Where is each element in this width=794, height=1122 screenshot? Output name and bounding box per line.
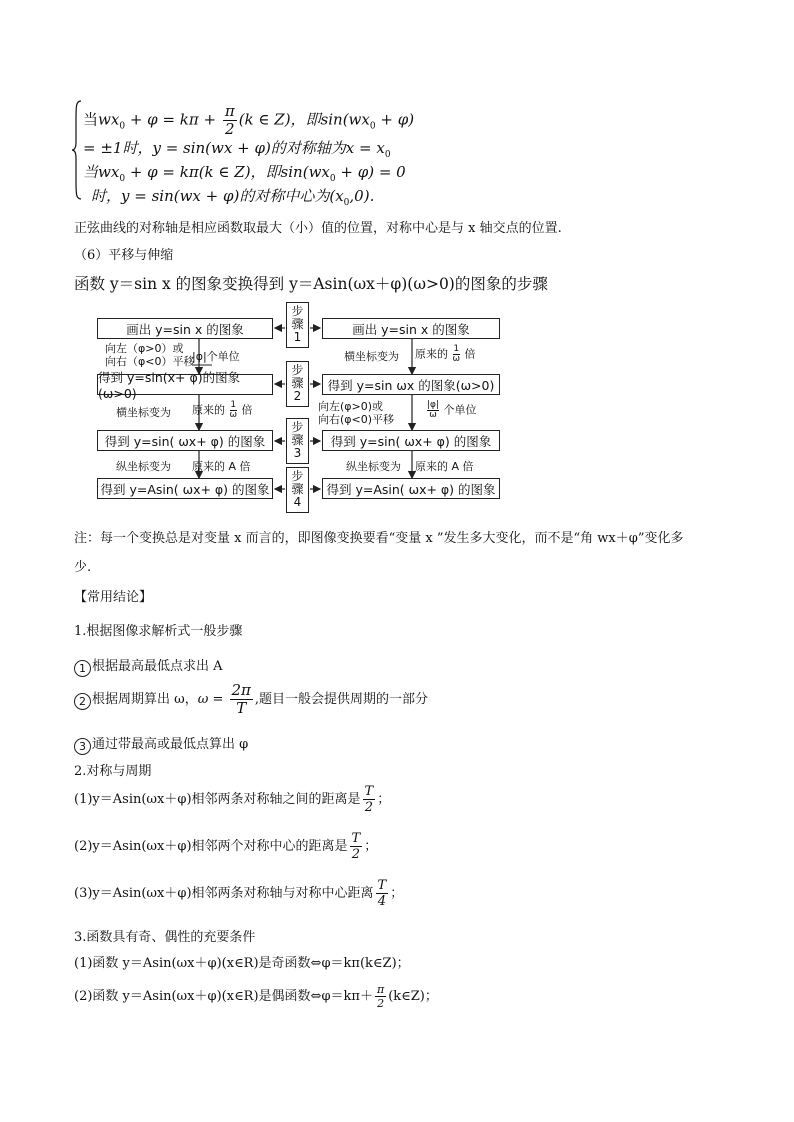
flow-step-4: 步 骤 4 [286, 467, 309, 513]
circled-number-3: 3 [74, 738, 91, 755]
transform-note-line-2: 少. [74, 560, 92, 575]
flow-label-scale-x-right-factor: 原来的 $\frac{1}{\omega}$ 倍 [415, 344, 476, 364]
flow-step-3: 步 骤 3 [286, 418, 309, 464]
common-conclusions-heading: 【常用结论】 [74, 590, 153, 605]
flow-left-box-1: 画出 y=sin x 的图象 [97, 318, 273, 339]
fraction-T-over-2: $\frac{T}{2}$ [364, 784, 374, 815]
conclusion-1-item-3: 3 通过带最高或最低点算出 φ [74, 733, 248, 755]
flow-right-box-3: 得到 y=sin( ωx+ φ) 的图象 [322, 430, 500, 451]
flow-left-box-3: 得到 y=sin( ωx+ φ) 的图象 [97, 430, 273, 451]
flow-right-box-2: 得到 y=sin ωx 的图象(ω>0) [322, 374, 500, 395]
section-6-title: （6）平移与伸缩 [74, 248, 174, 263]
flow-step-2: 步 骤 2 [286, 361, 309, 407]
circled-number-2: 2 [74, 693, 91, 710]
brace-line-2: = ±1时，y = sin(wx + φ)的对称轴为$x = x_0$ [83, 139, 391, 160]
flow-step-1: 步 骤 1 [286, 302, 309, 348]
fraction-pi-over-2: $\frac{\pi}{2}$ [224, 102, 235, 138]
flow-left-box-2: 得到 y=sin(x+ φ)的图象(ω>0) [97, 374, 273, 395]
sine-axis-note: 正弦曲线的对称轴是相应函数取最大（小）值的位置，对称中心是与 x 轴交点的位置. [74, 221, 562, 236]
flow-label-scale-y-left: 纵坐标变为 [116, 460, 171, 473]
flow-label-scale-x-factor: 原来的 $\frac{1}{\omega}$ 倍 [192, 400, 253, 420]
fraction-2pi-over-T: $\frac{2\pi}{T}$ [231, 681, 251, 717]
conclusion-2-item-1: (1)y＝Asin(ωx＋φ)相邻两条对称轴之间的距离是 $\frac{T}{2}$ ； [74, 784, 391, 815]
flow-label-scale-y-right-factor: 原来的 A 倍 [415, 460, 474, 473]
flow-right-box-1: 画出 y=sin x 的图象 [322, 318, 500, 339]
flow-right-box-4: 得到 y=Asin( ωx+ φ) 的图象 [322, 478, 500, 499]
flow-label-scale-x-right: 横坐标变为 [344, 350, 399, 363]
conclusion-3-item-1: (1)函数 y＝Asin(ωx＋φ)(x∈R)是奇函数⇔φ＝kπ(k∈Z)； [74, 956, 410, 971]
conclusion-1-title: 1.根据图像求解析式一般步骤 [74, 624, 243, 639]
conclusion-1-item-1: 1 根据最高最低点求出 A [74, 655, 223, 677]
flow-label-shift-units: |φ|个单位 [192, 350, 240, 363]
brace-line-3: 当$wx_0 + \varphi = k\pi(k$ ∈ Z)，即$\sin(wx_0 + \varphi) = 0$ [83, 163, 406, 184]
flow-label-shift-right: 向左(φ>0)或 向右(φ<0)平移 [318, 400, 395, 426]
conclusion-3-item-2: (2)函数 y＝Asin(ωx＋φ)(x∈R)是偶函数⇔φ＝kπ＋ $\frac{\pi}{2}$ (k∈Z)； [74, 983, 438, 1010]
transform-note-line-1: 注：每一个变换总是对变量 x 而言的，即图像变换要看“变量 x ”发生多大变化，而不是“角 wx＋φ”变化多 [74, 531, 684, 546]
fraction-T-over-2: $\frac{T}{2}$ [351, 831, 361, 862]
conclusion-3-title: 3.函数具有奇、偶性的充要条件 [74, 930, 256, 945]
conclusion-2-title: 2.对称与周期 [74, 764, 152, 779]
conclusion-2-item-2: (2)y＝Asin(ωx＋φ)相邻两个对称中心的距离是 $\frac{T}{2}$ ； [74, 831, 378, 862]
flow-label-scale-y-factor: 原来的 A 倍 [192, 460, 251, 473]
transform-title: 函数 y＝sin x 的图象变换得到 y＝Asin(ωx＋φ)(ω>0)的图象的步骤 [74, 275, 548, 293]
brace-line-1: 当$wx_0 + \varphi = k\pi$ + $\frac{\pi}{2}$ (k ∈ Z)，即$\sin(wx_0 + \varphi)$ [83, 102, 415, 138]
conclusion-1-item-2: 2 根据周期算出 ω，ω = $\frac{2\pi}{T}$ ,题目一般会提供周期的一部分 [74, 683, 428, 716]
fraction-pi-over-2: $\frac{\pi}{2}$ [376, 983, 385, 1010]
conclusion-2-item-3: (3)y＝Asin(ωx＋φ)相邻两条对称轴与对称中心距离 $\frac{T}{4}$ ； [74, 878, 404, 909]
flow-label-shift-right-units: $\frac{|\varphi|}{\omega}$ 个单位 [427, 400, 477, 420]
flow-label-shift-left: 向左（φ>0）或 向右（φ<0）平移 [105, 342, 195, 368]
circled-number-1: 1 [74, 660, 91, 677]
flow-label-scale-y-right: 纵坐标变为 [346, 460, 401, 473]
brace-line-4: 时，y = sin(wx + φ)的对称中心为$(x_0,0)$. [91, 187, 375, 208]
flow-left-box-4: 得到 y=Asin( ωx+ φ) 的图象 [97, 478, 273, 499]
flow-label-scale-x-left: 横坐标变为 [116, 406, 171, 419]
fraction-T-over-4: $\frac{T}{4}$ [377, 878, 387, 909]
